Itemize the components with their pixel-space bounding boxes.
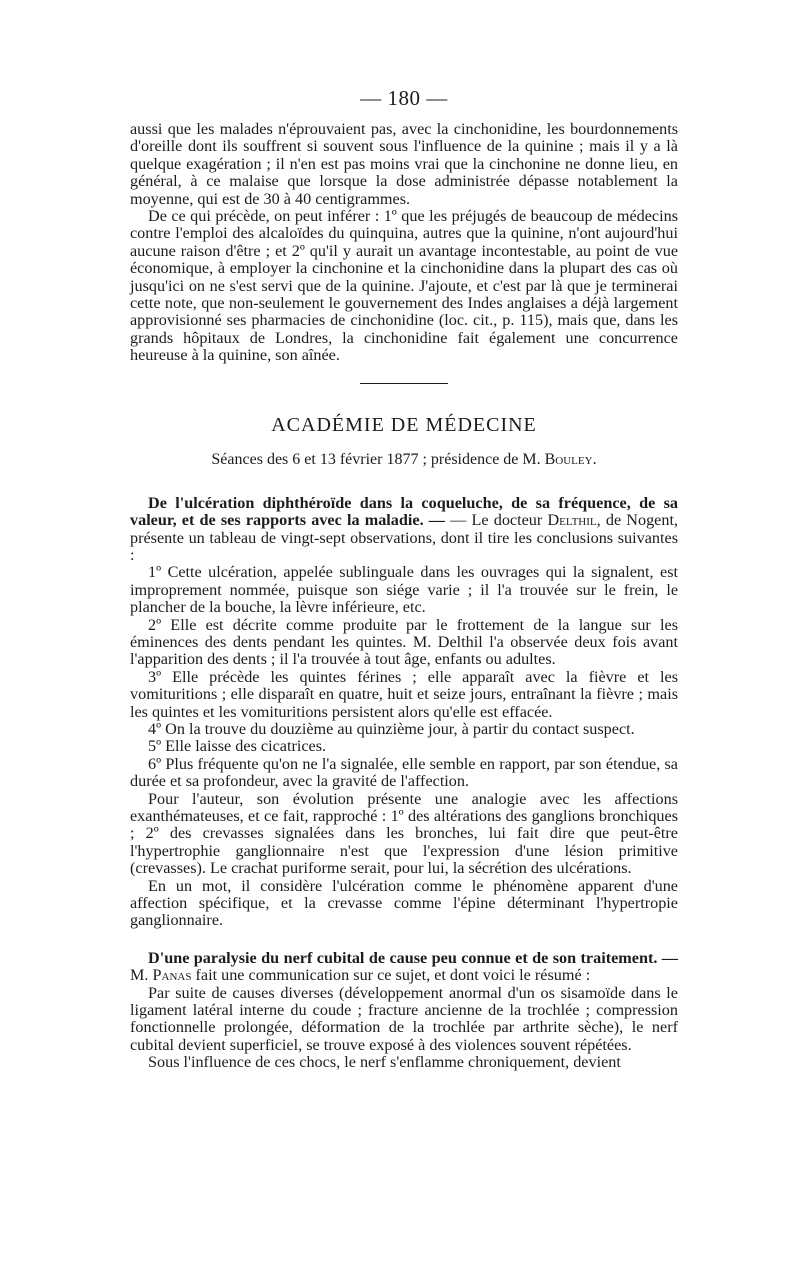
article1-item: 5º Elle laisse des cicatrices. bbox=[148, 737, 327, 756]
article1-item: 1º Cette ulcération, appelée sublinguale dans les ouvrages qui la signalent, est improprement nommée, puisque son siége varie ; il l'a trouvée sur le frein, le plancher de la bouche, la lèvre inférieure, etc. bbox=[130, 563, 678, 617]
article1-intro-post: de Nogent, présente un tableau de vingt-sept observations, dont il tire les conclusions suivantes : bbox=[130, 511, 679, 564]
paragraph-conclusion: De ce qui précède, on peut inférer : 1º que les préjugés de beaucoup de médecins contre l'emploi des alcaloïdes du quinquina, autres que la quinine, n'ont aujourd'hui aucune raison d'être ; et 2º qu'il y aurait un avantage incontestable, au point de vue économique, à employer la cinchonine et la cinchonidine dans la plupart des cas où jusqu'ici on ne s'est servi que de la quinine. J'ajoute, et c'est par là que je terminerai cette note, que non-seulement le gouvernement des Indes anglaises a déjà largement approvisionné ses pharmacies de cinchonidine (loc. cit., p. 115), mais que, dans les grands hôpitaux de Londres, la cinchonidine fait également une concurrence heureuse à la quinine, son aînée. bbox=[130, 207, 678, 365]
article2-paragraph: Par suite de causes diverses (développement anormal d'un os sisamoïde dans le ligament latéral interne du coude ; fracture ancienne de la trochlée ; compression fonctionnelle prolongée, déformation de la trochlée par arthrite sèche), le nerf cubital devient superficiel, se trouve exposé à des violences souvent répétées. bbox=[130, 983, 678, 1054]
article1-author: Delthil, bbox=[547, 511, 601, 530]
section-title: ACADÉMIE DE MÉDECINE bbox=[271, 413, 537, 436]
article1-item: 3º Elle précède les quintes férines ; elle apparaît avec la fièvre et les vomituritions ; elle disparaît en quatre, huit et seize jours, entraînant la fièvre ; mais les quintes et les vomituritions persistent alors qu'elle est effacée. bbox=[130, 667, 678, 721]
seance-line bbox=[130, 451, 678, 469]
article1-intro-pre: — Le docteur bbox=[450, 511, 543, 530]
article1-heading bbox=[130, 495, 678, 565]
article2-intro-post: fait une communication sur ce sujet, et dont voici le résumé : bbox=[195, 966, 591, 985]
seance-text: Séances des 6 et 13 février 1877 ; présidence de M. bbox=[211, 450, 541, 468]
article1-author-paragraph: Pour l'auteur, son évolution présente une analogie avec les affections exanthémateuses, et ce fait, rapproché : 1º des altérations des ganglions bronchiques ; 2º des crevasses signalées dans les bronches, lui fait dire que peut-être l'hypertrophie ganglionnaire n'est que l'expression d'une lésion primitive (crevasses). Le crachat puriforme serait, pour lui, la sécrétion des ulcérations. bbox=[130, 789, 678, 878]
seance-president: Bouley. bbox=[544, 450, 597, 468]
article2-heading bbox=[130, 950, 678, 985]
paragraph-intro: aussi que les malades n'éprouvaient pas, avec la cinchonidine, les bourdonnements d'oreille dont ils souffrent si souvent sous l'influence de la quinine ; mais il y a là quelque exagération ; il n'en est pas moins vrai que la cinchonine ne donne lieu, en général, à ce malaise que lorsque la dose administrée dépasse notablement la moyenne, qui est de 30 à 40 centigrammes. bbox=[130, 120, 678, 208]
article2-title: D'une paralysie du nerf cubital de cause peu connue et de son traitement. — bbox=[148, 948, 678, 967]
text-column bbox=[130, 86, 678, 1072]
page-number-header: — 180 — bbox=[360, 86, 448, 110]
article-gap bbox=[130, 930, 678, 950]
article1-item: 6º Plus fréquente qu'on ne l'a signalée, elle semble en rapport, par son étendue, sa durée et sa profondeur, avec la gravité de l'affection. bbox=[130, 754, 678, 791]
article1-item: 2º Elle est décrite comme produite par le frottement de la langue sur les éminences des dents pendant les quintes. M. Delthil l'a observée deux fois avant l'apparition des dents ; il l'a trouvée à tout âge, enfants ou adultes. bbox=[130, 615, 678, 669]
article2-intro-pre: M. bbox=[130, 966, 149, 985]
article2-paragraph: Sous l'influence de ces chocs, le nerf s'enflamme chroniquement, devient bbox=[148, 1053, 621, 1072]
article1-title: De l'ulcération diphthéroïde dans la coqueluche, de sa fréquence, de sa valeur, et de ses rapports avec la maladie. — bbox=[130, 493, 678, 530]
article2-author: Panas bbox=[152, 966, 192, 985]
article1-summary-paragraph: En un mot, il considère l'ulcération comme le phénomène apparent d'une affection spécifique, et la crevasse comme l'épine déterminant l'hypertropie ganglionnaire. bbox=[130, 876, 678, 930]
article1-item: 4º On la trouve du douzième au quinzième jour, à partir du contact suspect. bbox=[148, 719, 635, 738]
section-divider bbox=[360, 383, 448, 384]
